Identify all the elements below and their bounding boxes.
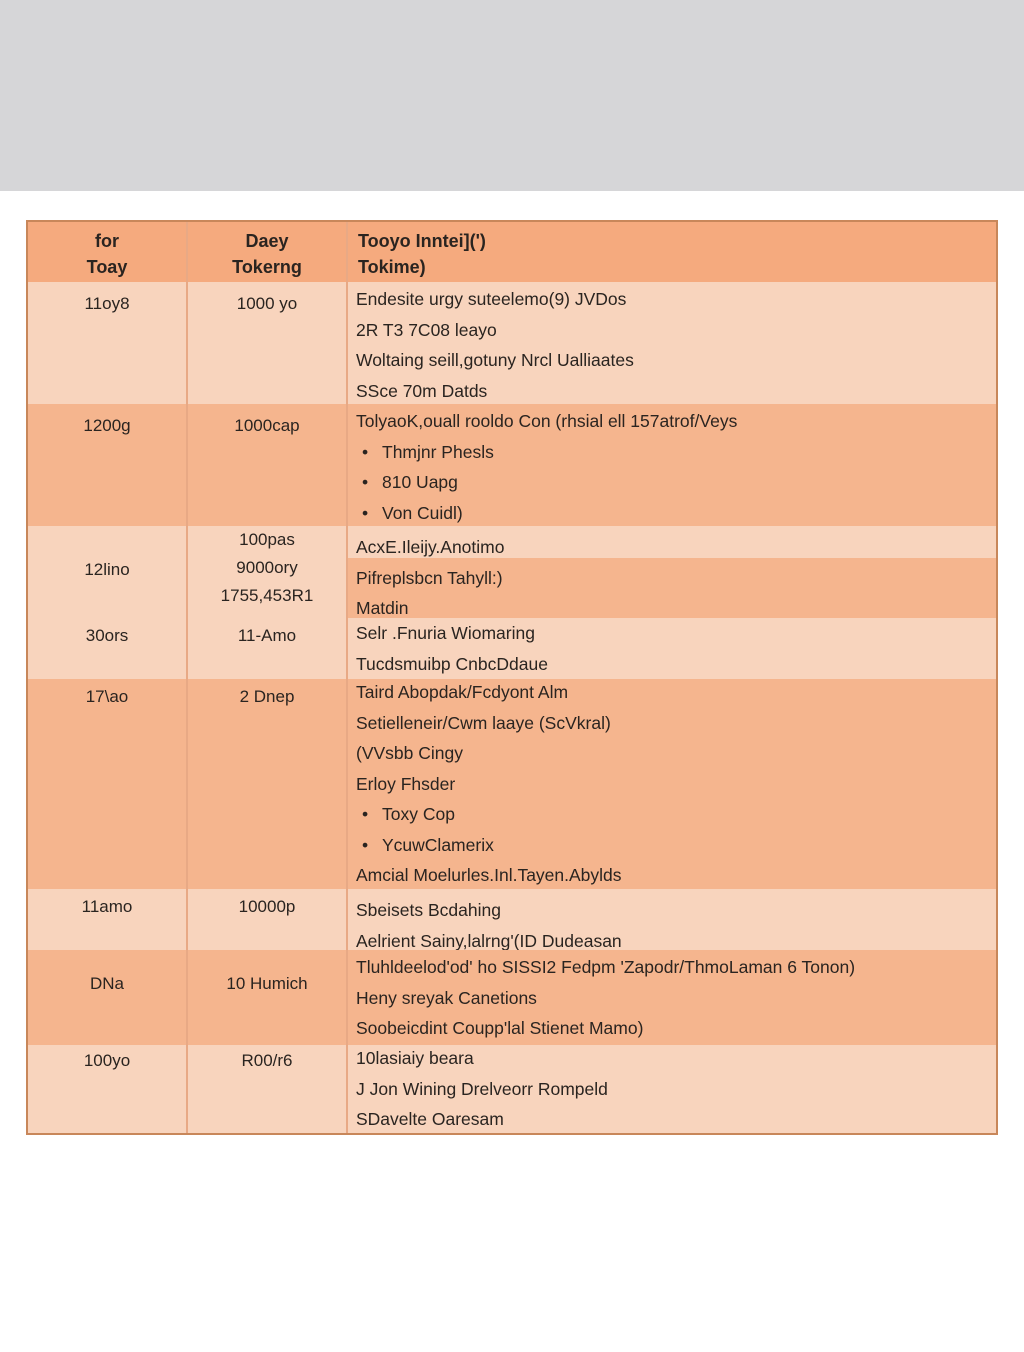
cell-description <box>356 406 986 528</box>
column-divider <box>346 222 348 1133</box>
header-col-3: Tooyo Inntei](') Tokime) <box>358 231 486 277</box>
cell-time: 11oy8 <box>84 294 130 313</box>
bullet-item: • Thmjnr Phesls <box>356 437 986 468</box>
cell-amount <box>188 622 346 650</box>
table-row <box>28 526 996 618</box>
cell-amount <box>188 683 346 711</box>
description-line: SDavelte Oaresam <box>356 1109 504 1129</box>
cell-amount-line: 1755,453R1 <box>220 586 314 605</box>
description-line: 10lasiaiy beara <box>356 1048 474 1068</box>
table-row <box>28 1045 996 1133</box>
header-col-1: for Toay <box>86 231 128 277</box>
table-row <box>28 679 996 889</box>
description-line: Tluhldeelod'od' ho SISSI2 Fedpm 'Zapodr/ThmoLaman 6 Tonon) <box>356 957 856 977</box>
cell-amount-line: 9000ory <box>236 558 298 577</box>
description-line: Endesite urgy suteelemo(9) JVDos <box>356 289 627 309</box>
description-line: Sbeisets Bcdahing <box>356 900 501 920</box>
cell-time: DNa <box>89 974 124 993</box>
description-line: Heny sreyak Canetions <box>356 987 537 1008</box>
cell-description <box>356 677 986 891</box>
description-line: Erloy Fhsder <box>356 773 456 794</box>
cell-amount-line: 1000cap <box>234 416 300 435</box>
description-line: Setielleneir/Cwm laaye (ScVkral) <box>356 712 611 733</box>
bullet-item: • Von Cuidl) <box>356 498 986 529</box>
cell-time: 11amo <box>81 897 133 916</box>
column-divider <box>186 222 188 1133</box>
cell-amount <box>188 290 346 318</box>
cell-time: 1200g <box>83 416 131 435</box>
description-line: Amcial Moelurles.Inl.Tayen.Abylds <box>356 865 622 885</box>
description-line: (VVsbb Cingy <box>356 743 463 763</box>
cell-time: 12lino <box>84 560 130 579</box>
description-line: TolyaoK,ouall rooldo Con (rhsial ell 157atrof/Veys <box>356 411 738 431</box>
description-line: Pifreplsbcn Tahyll:) <box>356 567 503 588</box>
cell-description <box>356 1043 986 1135</box>
description-line: Taird Abopdak/Fcdyont Alm <box>356 682 569 702</box>
cell-amount-line: 2 Dnep <box>239 687 295 706</box>
cell-description <box>356 618 986 679</box>
cell-amount-line: 10 Humich <box>226 974 308 993</box>
description-line: Matdin <box>356 598 409 618</box>
header-col-2: Daey Tokerng <box>232 231 302 277</box>
schedule-table <box>26 220 998 1135</box>
description-line: SSce 70m Datds <box>356 380 488 401</box>
description-line: Selr .Fnuria Wiomaring <box>356 623 535 643</box>
cell-time: 17\ao <box>85 687 129 706</box>
cell-description <box>356 952 986 1044</box>
cell-amount <box>188 970 346 998</box>
top-gray-band <box>0 0 1024 191</box>
cell-description <box>356 532 986 624</box>
table-row <box>28 950 996 1045</box>
cell-description <box>356 895 986 956</box>
description-line: J Jon Wining Drelveorr Rompeld <box>356 1078 608 1099</box>
cell-time: 30ors <box>85 626 129 645</box>
table-row <box>28 618 996 679</box>
description-line: AcxE.Ileijy.Anotimo <box>356 537 505 557</box>
cell-amount-line: 1000 yo <box>236 294 298 313</box>
cell-amount <box>188 412 346 440</box>
description-line: Aelrient Sainy,lalrng'(ID Dudeasan <box>356 930 622 951</box>
cell-amount-line: 10000p <box>238 897 296 916</box>
cell-amount <box>188 893 346 921</box>
cell-amount-line: 11-Amo <box>237 626 297 645</box>
table-row <box>28 282 996 404</box>
cell-time: 100yo <box>83 1051 131 1070</box>
description-line: 2R T3 7C08 leayo <box>356 319 497 340</box>
table-header <box>28 222 996 282</box>
description-line: Woltaing seill,gotuny Nrcl Ualliaates <box>356 350 634 370</box>
cell-amount <box>188 1047 346 1075</box>
bullet-item: • Toxy Cop <box>356 799 986 830</box>
table-row <box>28 889 996 950</box>
cell-amount <box>188 526 346 610</box>
bullet-item: • YcuwClamerix <box>356 830 986 861</box>
bullet-item: • 810 Uapg <box>356 467 986 498</box>
description-line: Tucdsmuibp CnbcDdaue <box>356 653 548 674</box>
description-line: Soobeicdint Coupp'lal Stienet Mamo) <box>356 1018 644 1038</box>
cell-amount-line: R00/r6 <box>241 1051 293 1070</box>
table-row <box>28 404 996 526</box>
cell-amount-line: 100pas <box>239 530 295 549</box>
cell-description <box>356 284 986 406</box>
